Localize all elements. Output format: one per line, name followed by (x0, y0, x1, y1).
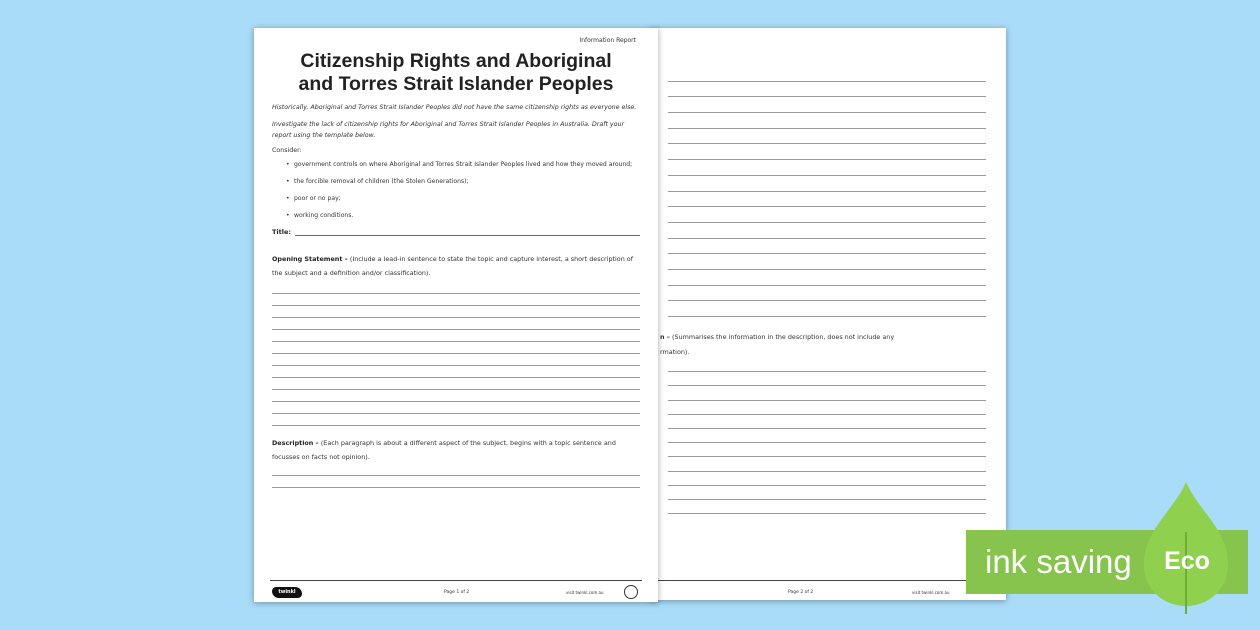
conclusion-label: n – (660, 333, 670, 341)
page-title (272, 50, 640, 96)
list-item: • poor or no pay; (286, 194, 640, 204)
opening-label: Opening Statement – (272, 255, 348, 263)
title-label: Title: (272, 228, 292, 236)
intro-paragraph-2: Investigate the lack of citizenship rights for Aboriginal and Torres Strait Islander Peoples in Australia. Draft your report using the template below. (272, 121, 625, 139)
writing-lines-top (668, 66, 986, 317)
eco-stamp-icon (624, 585, 638, 599)
footer-site: visit twinkl.com.au (566, 590, 604, 595)
description-label: Description – (272, 439, 319, 447)
front-page (254, 28, 658, 602)
back-page (650, 28, 1006, 600)
intro-paragraph-1: Historically, Aboriginal and Torres Strait Islander Peoples did not have the same citizenship rights as everyone else. (272, 104, 637, 111)
list-item: • the forcible removal of children (the Stolen Generations); (286, 177, 640, 187)
consider-list (272, 160, 640, 221)
consider-label: Consider: (272, 147, 302, 154)
writing-lines-bottom (668, 358, 986, 514)
description-writing-lines (272, 464, 640, 488)
document-type: Information Report (579, 37, 636, 44)
twinkl-logo: twinkl (272, 587, 302, 598)
title-line-2: and Torres Strait Islander Peoples (298, 73, 614, 95)
opening-writing-lines (272, 282, 640, 426)
conclusion-section (660, 330, 986, 360)
opening-text: (Include a lead-in sentence to state the topic and capture interest, a short description of the subject and a definition and/or classification). (272, 255, 633, 277)
description-section (272, 436, 640, 464)
back-footer (650, 580, 986, 600)
title-line-1: Citizenship Rights and Aboriginal (300, 50, 612, 72)
description-text: (Each paragraph is about a different aspect of the subject, begins with a topic sentence and focusses on facts not opinion). (272, 439, 616, 461)
eco-label: Eco (1164, 547, 1210, 575)
list-item: • government controls on where Aboriginal and Torres Strait Islander Peoples lived and how they moved around; (286, 160, 640, 170)
opening-statement-section (272, 252, 640, 280)
conclusion-text: (Summarises the information in the description, does not include any (672, 333, 895, 341)
page-number: Page 2 of 2 (788, 590, 814, 595)
list-item: • working conditions. (286, 211, 640, 221)
conclusion-text-2: rmation). (660, 348, 690, 356)
title-line (295, 228, 640, 236)
title-field (272, 228, 640, 236)
footer-site: visit twinkl.com.au (912, 590, 950, 595)
front-footer (270, 580, 642, 600)
ink-saving-label: ink saving (985, 543, 1132, 580)
page-number: Page 1 of 2 (444, 590, 470, 595)
